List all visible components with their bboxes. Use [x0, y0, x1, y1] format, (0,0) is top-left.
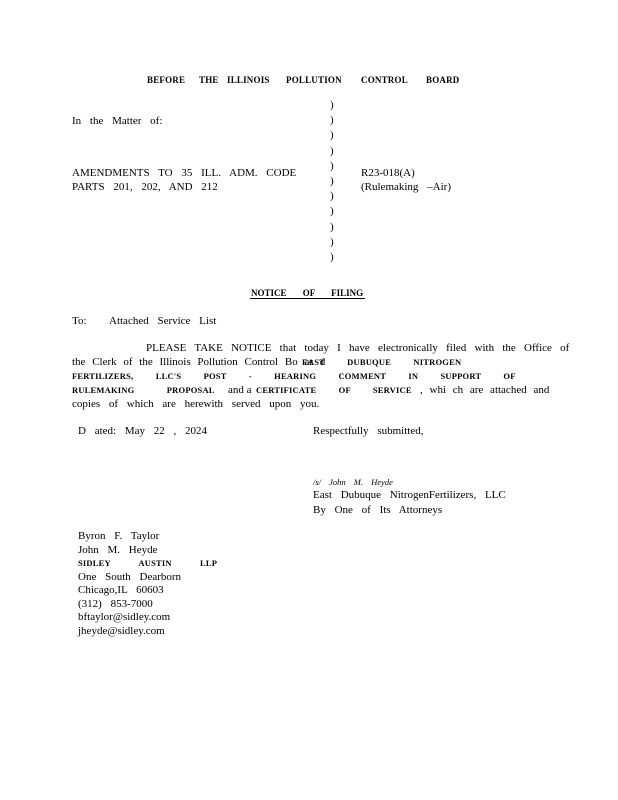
paren: ): [330, 235, 334, 248]
header-word-the: THE: [199, 75, 219, 85]
notice-para-line-4d: , whi ch are attached and: [420, 384, 550, 396]
header-word-control: CONTROL: [361, 75, 408, 85]
header-word-illinois: ILLINOIS: [227, 75, 270, 85]
electronic-signature: /s/ John M. Heyde: [313, 477, 393, 487]
matter-label: In the Matter of:: [72, 115, 163, 127]
paren: ): [330, 159, 334, 172]
firm-city: Chicago,IL 60603: [78, 584, 164, 596]
to-value: Attached Service List: [109, 315, 217, 327]
paren: ): [330, 114, 334, 127]
to-label: To:: [72, 315, 87, 327]
signing-party: East Dubuque NitrogenFertilizers, LLC: [313, 489, 506, 501]
notice-para-line-4a: RULEMAKING PROPOSAL: [72, 385, 215, 395]
docket-type: (Rulemaking –Air): [361, 181, 452, 193]
email-link-2[interactable]: jheyde@sidley.com: [78, 624, 165, 637]
firm-street: One South Dearborn: [78, 570, 182, 583]
header-word-before: BEFORE: [147, 75, 186, 85]
attorney-name-2: John M. Heyde: [78, 543, 158, 556]
by-attorneys-line: By One of Its Attorneys: [313, 504, 443, 516]
firm-phone: (312) 853-7000: [78, 597, 153, 610]
notice-para-line-2b: EAST DUBUQUE NITROGEN: [302, 357, 462, 367]
docket-number: R23-018(A): [361, 167, 415, 179]
subject-line-1: AMENDMENTS TO 35 ILL. ADM. CODE: [72, 167, 297, 179]
notice-title-underline: [250, 298, 365, 299]
paren: ): [330, 129, 334, 142]
paren: ): [330, 175, 334, 188]
email-link-1[interactable]: bftaylor@sidley.com: [78, 611, 171, 623]
subject-line-2: PARTS 201, 202, AND 212: [72, 181, 218, 193]
notice-para-line-4c: CERTIFICATE OF SERVICE: [256, 385, 412, 395]
caption-paren-column: [330, 98, 334, 265]
paren: ): [330, 251, 334, 264]
notice-para-line-1: PLEASE TAKE NOTICE that today I have electronically filed with the Office of: [146, 342, 570, 354]
header-word-board: BOARD: [426, 75, 460, 85]
paren: ): [330, 144, 334, 157]
date-line: D ated: May 22 , 2024: [78, 425, 207, 437]
respectfully-submitted: Respectfully submitted,: [313, 425, 424, 437]
notice-para-line-5: copies of which are herewith served upon you.: [72, 398, 320, 410]
law-firm-name: SIDLEY AUSTIN LLP: [78, 558, 218, 568]
notice-para-line-2a: the Clerk of the Illinois Pollution Control Bo ar d: [72, 356, 326, 368]
notice-title: NOTICE OF FILING: [251, 288, 364, 298]
paren: ): [330, 205, 334, 218]
paren: ): [330, 220, 334, 233]
header-word-pollution: POLLUTION: [286, 75, 342, 85]
attorney-name-1: Byron F. Taylor: [78, 530, 160, 542]
notice-para-line-4b: and a: [228, 384, 252, 396]
paren: ): [330, 99, 334, 111]
attorney-block: [78, 530, 217, 638]
paren: ): [330, 190, 334, 203]
notice-para-line-3: FERTILIZERS, LLC'S POST - HEARING COMMENT IN SUPPORT OF: [72, 371, 516, 381]
